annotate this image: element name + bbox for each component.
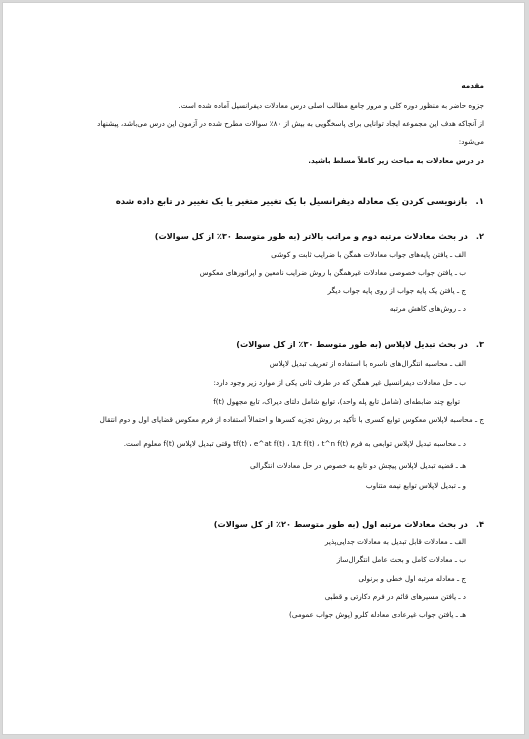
list-item: هـ ـ قضیه تبدیل لاپلاس پیچش دو تابع به خصوص در حل معادلات انتگرالی <box>250 461 466 470</box>
section-4-heading <box>43 519 484 529</box>
list-item: ب ـ معادلات کامل و بحث عامل انتگرال‌ساز <box>336 555 466 564</box>
list-item: ج ـ معادله مرتبه اول خطی و برنولی <box>358 574 466 583</box>
list-item: توابع چند ضابطه‌ای (شامل تابع پله واحد)، توابع شامل دلتای دیراک، تابع مجهول f(t) <box>213 397 460 406</box>
section-title: در بحث معادلات مرتبه اول (به طور متوسط ۲۰٪ از کل سوالات) <box>213 519 468 529</box>
list-item: د ـ روش‌های کاهش مرتبه <box>389 304 466 313</box>
section-1-heading <box>43 197 484 207</box>
document-page <box>2 2 525 735</box>
section-number: ۴. <box>475 519 484 529</box>
list-item: الف ـ یافتن پایه‌های جواب معادلات همگن با ضرایب ثابت و کوشی <box>271 250 466 259</box>
section-3-heading <box>43 339 484 349</box>
list-item: د ـ محاسبه تبدیل لاپلاس توابعی به فرم tf(t) ، e^at f(t) ، 1/t f(t) ، t^n f(t) وقتی تبدیل لاپلاس f(t) معلوم است. <box>123 439 466 448</box>
section-title: در بحث معادلات مرتبه دوم و مراتب بالاتر (به طور متوسط ۳۰٪ از کل سوالات) <box>154 231 468 241</box>
list-item: الف ـ معادلات قابل تبدیل به معادلات جدایی‌پذیر <box>324 537 466 546</box>
section-2-heading <box>43 231 484 241</box>
intro-paragraph-2: از آنجاکه هدف این مجموعه ایجاد توانایی برای پاسخگویی به بیش از ۸۰٪ سوالات مطرح شده در آزمون این درس می‌باشد، پیشنهاد <box>97 119 484 128</box>
section-title: در بحث تبدیل لاپلاس (به طور متوسط ۳۰٪ از کل سوالات) <box>236 339 468 349</box>
list-item: ج ـ یافتن یک پایه جواب از روی پایه جواب دیگر <box>327 286 466 295</box>
section-number: ۱. <box>475 197 484 207</box>
intro-paragraph-4: در درس معادلات به مباحث زیر کاملاً مسلط باشید. <box>308 156 484 165</box>
section-title: بازنویسی کردن یک معادله دیفرانسیل با یک تغییر متغیر یا یک تغییر در تابع داده شده <box>115 197 468 207</box>
list-item: هـ ـ یافتن جواب غیرعادی معادله کلرو (پوش جواب عمومی) <box>289 610 466 619</box>
list-item: ب ـ یافتن جواب خصوصی معادلات غیرهمگن با روش ضرایب نامعین و اپراتورهای معکوس <box>199 268 466 277</box>
section-number: ۳. <box>475 339 484 349</box>
list-item: الف ـ محاسبه انتگرال‌های ناسره با استفاده از تعریف تبدیل لاپلاس <box>269 359 466 368</box>
intro-title: مقدمه <box>461 81 484 90</box>
section-number: ۲. <box>475 231 484 241</box>
intro-paragraph-1: جزوه حاضر به منظور دوره کلی و مرور جامع مطالب اصلی درس معادلات دیفرانسیل آماده شده است. <box>178 101 484 110</box>
list-item: و ـ تبدیل لاپلاس توابع نیمه متناوب <box>365 481 466 490</box>
list-item: ب ـ حل معادلات دیفرانسیل غیر همگن که در طرف ثانی یکی از موارد زیر وجود دارد: <box>213 378 466 387</box>
list-item: د ـ یافتن مسیرهای قائم در فرم دکارتی و قطبی <box>324 592 466 601</box>
list-item: ج ـ محاسبه لاپلاس معکوس توابع کسری با تأکید بر روش تجزیه کسرها و احتمالاً استفاده از فرم معکوس قضایای اول و دوم انتقال <box>99 415 484 424</box>
intro-paragraph-3: می‌شود: <box>458 137 484 146</box>
